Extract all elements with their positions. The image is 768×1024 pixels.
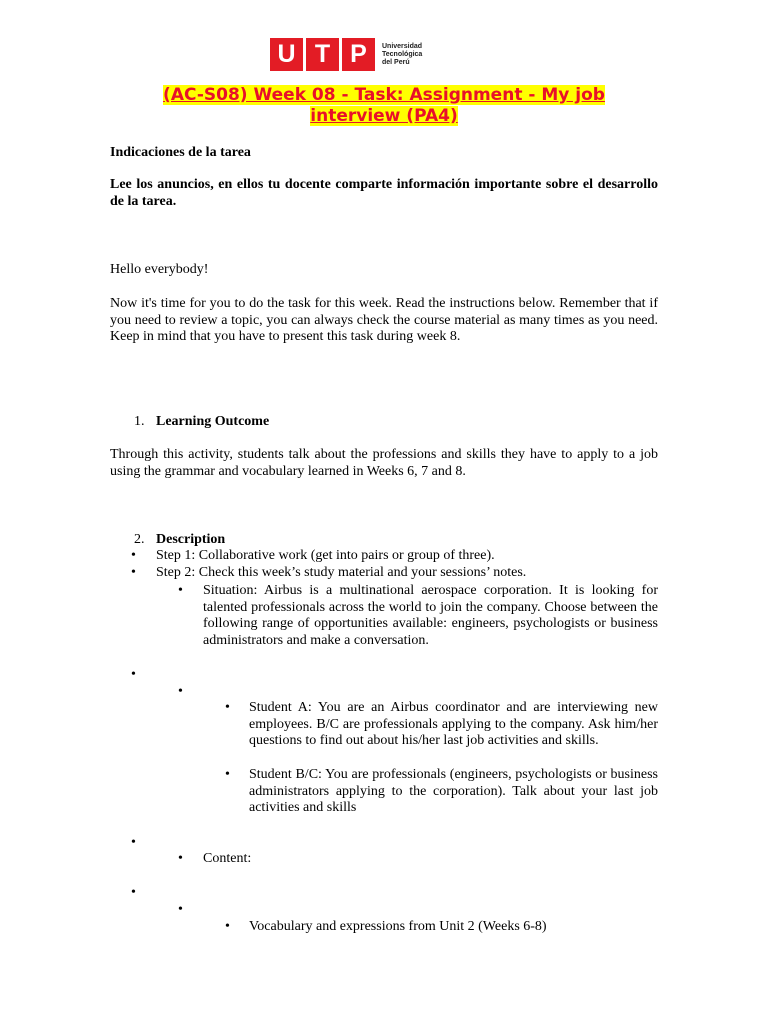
logo-line-1: Universidad bbox=[382, 42, 423, 50]
logo-letter-p: P bbox=[342, 38, 375, 71]
logo-letter-t: T bbox=[306, 38, 339, 71]
bullet-empty-3: • bbox=[131, 835, 136, 850]
title-line-2: interview (PA4) bbox=[310, 106, 458, 126]
section-1-heading: Learning Outcome bbox=[156, 414, 270, 429]
bullet-vocabulary: • bbox=[225, 919, 230, 934]
indicaciones-notice: Lee los anuncios, en ellos tu docente comparte información importante sobre el desarrollo de la tarea. bbox=[110, 177, 658, 209]
bullet-student-bc: • bbox=[225, 767, 230, 782]
student-bc-text: Student B/C: You are professionals (engineers, psychologists or business administrators applying to the corporation). Talk about your last job activities and skills bbox=[249, 767, 658, 815]
bullet-empty-2: • bbox=[178, 684, 183, 699]
student-a-text: Student A: You are an Airbus coordinator and are interviewing new employees. B/C are professionals applying to the company. Ask him/her questions to find out about his/her last job activities and skills. bbox=[249, 700, 658, 748]
section-1-number: 1. bbox=[134, 414, 145, 429]
title-line-1: (AC-S08) Week 08 - Task: Assignment - My job bbox=[163, 85, 605, 105]
step-1-text: Step 1: Collaborative work (get into pairs or group of three). bbox=[156, 548, 495, 563]
greeting: Hello everybody! bbox=[110, 262, 209, 277]
bullet-step-1: • bbox=[131, 548, 136, 563]
vocabulary-text: Vocabulary and expressions from Unit 2 (Weeks 6-8) bbox=[249, 919, 547, 934]
bullet-situation: • bbox=[178, 583, 183, 598]
intro-paragraph: Now it's time for you to do the task for this week. Read the instructions below. Remember that if you need to review a topic, you can always check the course material as many times as you need. Keep in mind that you have to present this task during week 8. bbox=[110, 296, 658, 344]
step-2-text: Step 2: Check this week’s study material and your sessions’ notes. bbox=[156, 565, 527, 580]
section-1-body: Through this activity, students talk about the professions and skills they have to apply to a job using the grammar and vocabulary learned in Weeks 6, 7 and 8. bbox=[110, 447, 658, 479]
logo-line-3: del Perú bbox=[382, 58, 410, 66]
situation-text: Situation: Airbus is a multinational aerospace corporation. It is looking for talented professionals across the world to join the company. Choose between the following range of opportunities available: engineers, psychologists or business administrators and make a conversation. bbox=[203, 583, 658, 648]
utp-logo bbox=[270, 38, 422, 71]
bullet-content: • bbox=[178, 851, 183, 866]
logo-text bbox=[382, 43, 422, 67]
section-2-heading: Description bbox=[156, 532, 226, 547]
bullet-empty-1: • bbox=[131, 667, 136, 682]
bullet-empty-5: • bbox=[178, 902, 183, 917]
logo-line-2: Tecnológica bbox=[382, 50, 423, 58]
indicaciones-heading: Indicaciones de la tarea bbox=[110, 145, 251, 160]
bullet-student-a: • bbox=[225, 700, 230, 715]
content-label: Content: bbox=[203, 851, 252, 866]
bullet-step-2: • bbox=[131, 565, 136, 580]
section-2-number: 2. bbox=[134, 532, 145, 547]
bullet-empty-4: • bbox=[131, 885, 136, 900]
logo-letter-u: U bbox=[270, 38, 303, 71]
document-title bbox=[100, 85, 668, 127]
